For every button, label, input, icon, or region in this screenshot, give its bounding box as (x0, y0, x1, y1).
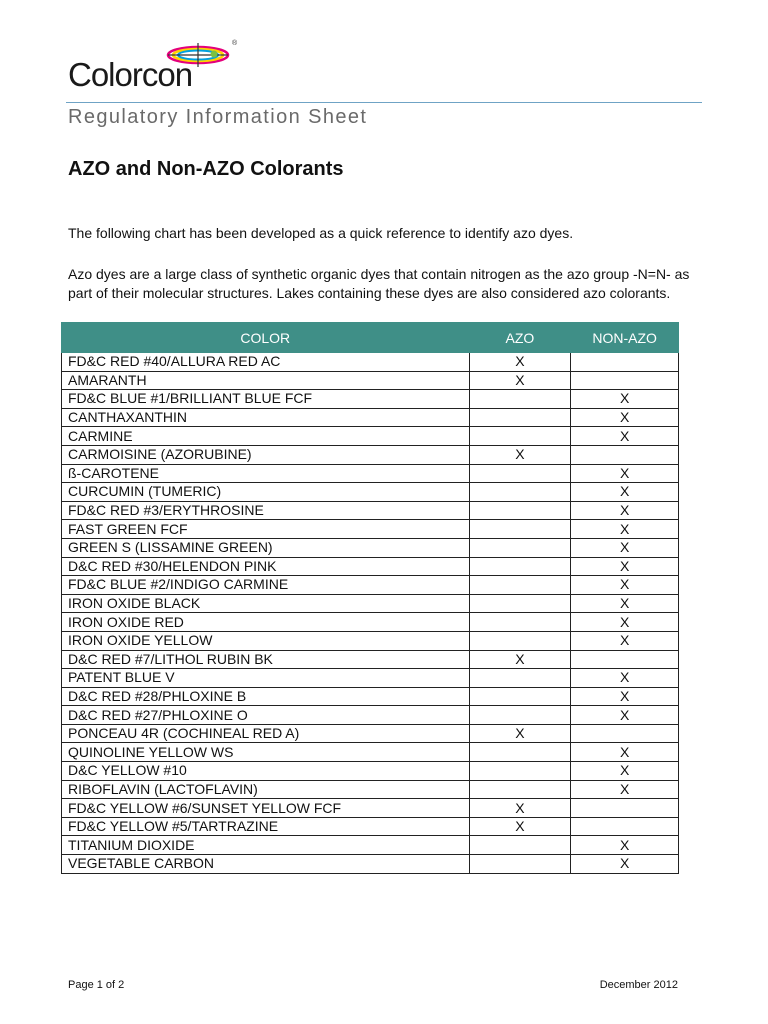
table-row (62, 427, 679, 446)
table-row (62, 501, 679, 520)
color-name-cell: RIBOFLAVIN (LACTOFLAVIN) (62, 780, 470, 799)
azo-cell (469, 557, 571, 576)
azo-cell (469, 836, 571, 855)
azo-cell: X (469, 371, 571, 390)
color-name-cell: D&C RED #28/PHLOXINE B (62, 687, 470, 706)
color-name-cell: FD&C RED #40/ALLURA RED AC (62, 353, 470, 372)
azo-cell (469, 427, 571, 446)
table-row (62, 464, 679, 483)
non-azo-cell: X (571, 464, 679, 483)
azo-cell (469, 687, 571, 706)
azo-cell: X (469, 817, 571, 836)
azo-cell (469, 594, 571, 613)
table-row (62, 557, 679, 576)
color-name-cell: D&C RED #7/LITHOL RUBIN BK (62, 650, 470, 669)
non-azo-cell: X (571, 780, 679, 799)
azo-cell: X (469, 353, 571, 372)
table-row (62, 520, 679, 539)
color-name-cell: D&C RED #27/PHLOXINE O (62, 706, 470, 725)
azo-cell (469, 669, 571, 688)
table-row (62, 353, 679, 372)
table-row (62, 687, 679, 706)
column-header-azo: AZO (469, 323, 571, 353)
table-row (62, 817, 679, 836)
document-date: December 2012 (599, 979, 678, 991)
table-body (62, 353, 679, 874)
table-row (62, 706, 679, 725)
table-row (62, 576, 679, 595)
color-name-cell: CURCUMIN (TUMERIC) (62, 483, 470, 502)
non-azo-cell: X (571, 669, 679, 688)
non-azo-cell: X (571, 557, 679, 576)
color-name-cell: PATENT BLUE V (62, 669, 470, 688)
table-row (62, 799, 679, 818)
non-azo-cell (571, 353, 679, 372)
azo-cell (469, 743, 571, 762)
colorcon-logo (68, 40, 248, 96)
azo-cell: X (469, 650, 571, 669)
table-row (62, 650, 679, 669)
color-name-cell: FD&C BLUE #2/INDIGO CARMINE (62, 576, 470, 595)
column-header-non-azo: NON-AZO (571, 323, 679, 353)
non-azo-cell (571, 724, 679, 743)
non-azo-cell: X (571, 427, 679, 446)
color-name-cell: FAST GREEN FCF (62, 520, 470, 539)
table-row (62, 594, 679, 613)
non-azo-cell: X (571, 762, 679, 781)
registered-mark: ® (232, 40, 238, 47)
color-name-cell: D&C YELLOW #10 (62, 762, 470, 781)
table-row (62, 743, 679, 762)
non-azo-cell (571, 445, 679, 464)
azo-cell (469, 613, 571, 632)
non-azo-cell: X (571, 520, 679, 539)
azo-definition-paragraph: Azo dyes are a large class of synthetic organic dyes that contain nitrogen as the azo group -N=N- as part of their molecular structures. Lakes containing these dyes are also considered azo colorants. (68, 266, 690, 301)
non-azo-cell (571, 817, 679, 836)
azo-cell (469, 408, 571, 427)
table-row (62, 669, 679, 688)
table-row (62, 483, 679, 502)
non-azo-cell: X (571, 706, 679, 725)
azo-cell (469, 706, 571, 725)
table-row (62, 631, 679, 650)
azo-cell: X (469, 445, 571, 464)
color-name-cell: PONCEAU 4R (COCHINEAL RED A) (62, 724, 470, 743)
non-azo-cell: X (571, 576, 679, 595)
sheet-subtitle: Regulatory Information Sheet (68, 106, 368, 128)
azo-cell (469, 576, 571, 595)
color-name-cell: IRON OXIDE RED (62, 613, 470, 632)
color-name-cell: IRON OXIDE BLACK (62, 594, 470, 613)
non-azo-cell: X (571, 631, 679, 650)
table-row (62, 390, 679, 409)
color-name-cell: FD&C YELLOW #5/TARTRAZINE (62, 817, 470, 836)
non-azo-cell: X (571, 687, 679, 706)
color-name-cell: CANTHAXANTHIN (62, 408, 470, 427)
color-name-cell: TITANIUM DIOXIDE (62, 836, 470, 855)
non-azo-cell: X (571, 408, 679, 427)
azo-cell (469, 780, 571, 799)
non-azo-cell (571, 799, 679, 818)
non-azo-cell (571, 371, 679, 390)
color-name-cell: QUINOLINE YELLOW WS (62, 743, 470, 762)
color-name-cell: FD&C BLUE #1/BRILLIANT BLUE FCF (62, 390, 470, 409)
table-row (62, 408, 679, 427)
non-azo-cell: X (571, 538, 679, 557)
color-name-cell: FD&C YELLOW #6/SUNSET YELLOW FCF (62, 799, 470, 818)
azo-cell: X (469, 724, 571, 743)
page-title: AZO and Non-AZO Colorants (68, 158, 344, 180)
azo-cell (469, 631, 571, 650)
azo-cell (469, 483, 571, 502)
azo-cell (469, 520, 571, 539)
table-row (62, 855, 679, 874)
table-row (62, 836, 679, 855)
non-azo-cell: X (571, 594, 679, 613)
table-row (62, 371, 679, 390)
table-row (62, 762, 679, 781)
page-number: Page 1 of 2 (68, 979, 125, 991)
column-header-color: COLOR (62, 323, 470, 353)
color-name-cell: IRON OXIDE YELLOW (62, 631, 470, 650)
color-name-cell: D&C RED #30/HELENDON PINK (62, 557, 470, 576)
color-name-cell: ß-CAROTENE (62, 464, 470, 483)
non-azo-cell: X (571, 743, 679, 762)
color-name-cell: AMARANTH (62, 371, 470, 390)
table-row (62, 780, 679, 799)
non-azo-cell: X (571, 483, 679, 502)
color-name-cell: CARMINE (62, 427, 470, 446)
non-azo-cell: X (571, 836, 679, 855)
colorants-table (61, 322, 679, 874)
table-row (62, 724, 679, 743)
header-rule (66, 102, 702, 103)
azo-cell (469, 501, 571, 520)
table-row (62, 445, 679, 464)
non-azo-cell: X (571, 501, 679, 520)
table-header-row (62, 323, 679, 353)
table-row (62, 538, 679, 557)
non-azo-cell: X (571, 613, 679, 632)
logo-text: Colorcon (68, 56, 193, 93)
non-azo-cell: X (571, 390, 679, 409)
azo-cell (469, 762, 571, 781)
azo-cell: X (469, 799, 571, 818)
azo-cell (469, 464, 571, 483)
intro-paragraph: The following chart has been developed as a quick reference to identify azo dyes. (68, 225, 574, 241)
color-name-cell: CARMOISINE (AZORUBINE) (62, 445, 470, 464)
non-azo-cell (571, 650, 679, 669)
color-name-cell: FD&C RED #3/ERYTHROSINE (62, 501, 470, 520)
azo-cell (469, 390, 571, 409)
table-row (62, 613, 679, 632)
azo-cell (469, 855, 571, 874)
color-name-cell: GREEN S (LISSAMINE GREEN) (62, 538, 470, 557)
non-azo-cell: X (571, 855, 679, 874)
azo-cell (469, 538, 571, 557)
color-name-cell: VEGETABLE CARBON (62, 855, 470, 874)
